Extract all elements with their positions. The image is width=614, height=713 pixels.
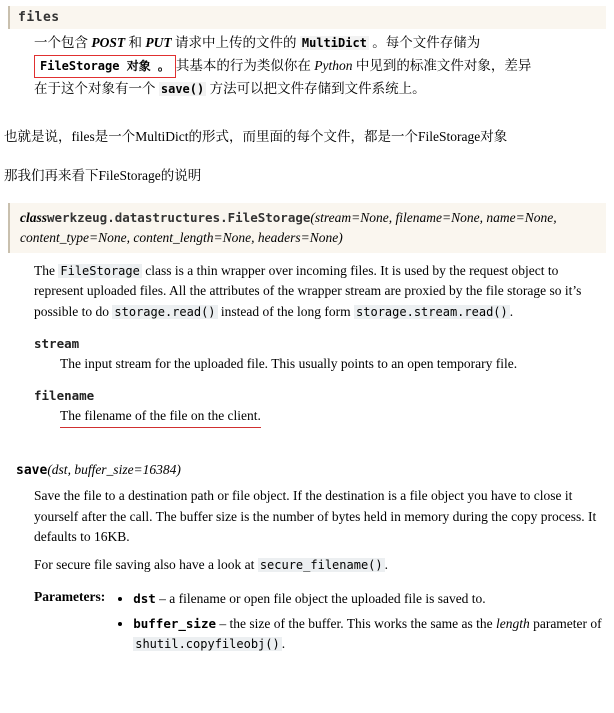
intro-text-6: 中见到的标准文件对象，差异 xyxy=(352,57,532,73)
copyfileobj-code: shutil.copyfileobj() xyxy=(135,636,280,651)
document-page xyxy=(0,6,614,658)
class-desc-code-filestorage: FileStorage xyxy=(60,264,140,279)
class-signature-block xyxy=(8,203,606,253)
attribute-name-stream: stream xyxy=(34,335,80,351)
intro-paragraph xyxy=(34,33,606,100)
attribute-desc-filename-wrapper xyxy=(60,406,606,428)
method-desc2-post: . xyxy=(384,557,389,573)
parameters-block xyxy=(34,589,606,658)
class-desc-code-stream-read: storage.stream.read() xyxy=(356,304,508,319)
attribute-desc-stream: The input stream for the uploaded file. This usually points to an open temporary file. xyxy=(60,355,518,371)
list-item xyxy=(133,589,606,609)
param-desc-dst: – a filename or open file object the uploaded file is saved to. xyxy=(155,591,486,607)
param-term-dst: dst xyxy=(133,591,156,607)
intro-put: PUT xyxy=(145,35,172,50)
intro-text-7: 在于这个对象有一个 xyxy=(34,80,159,96)
intro-text-3: 请求中上传的文件的 xyxy=(171,35,300,50)
secure-filename-code: secure_filename() xyxy=(259,558,383,573)
filestorage-boxed-text: FileStorage 对象 。 xyxy=(40,58,170,73)
intro-save-code: save() xyxy=(160,81,205,96)
param-term-buffer-size: buffer_size xyxy=(133,615,217,631)
class-desc-part3: instead of the long form xyxy=(217,303,355,319)
intro-multidict-code: MultiDict xyxy=(301,36,367,50)
parameters-list xyxy=(107,589,606,658)
class-desc-code-read: storage.read() xyxy=(114,304,216,319)
class-description xyxy=(34,261,606,322)
class-params-line2: content_type=None, content_length=None, headers=None) xyxy=(20,229,343,245)
parameters-label: Parameters: xyxy=(34,589,106,605)
intro-text-8: 方法可以把文件存储到文件系统上。 xyxy=(206,80,426,96)
intro-text-4: 。每个文件存储为 xyxy=(368,35,481,50)
files-signature-block xyxy=(8,6,606,29)
class-desc-part1: The xyxy=(34,263,59,279)
filestorage-highlight-box xyxy=(34,55,176,78)
method-desc2-pre: For secure file saving also have a look at xyxy=(34,557,258,573)
param-desc-buffer-size-pre: – the size of the buffer. This works the same as the xyxy=(216,615,496,631)
param-desc-end: . xyxy=(281,635,286,651)
method-args: (dst, buffer_size=16384) xyxy=(47,462,181,478)
method-description-1: Save the file to a destination path or file object. If the destination is a file object you have to close it yourself after the call. The buffer size is the number of bytes held in memory during the copy process. It defaults to 16KB. xyxy=(34,488,597,544)
class-path: werkzeug.datastructures.FileStorage xyxy=(47,209,311,225)
param-desc-length-italic: length xyxy=(495,615,530,631)
class-desc-part2: class is a thin wrapper over incoming files. It is used by the request object to represent uploaded files. All the attributes of the wrapper stream are proxied by the file storage so it’s possible to do xyxy=(34,263,582,319)
method-name: save xyxy=(16,463,48,479)
intro-python: Python xyxy=(314,57,353,73)
class-keyword: class xyxy=(20,209,47,225)
method-signature-save xyxy=(16,462,606,478)
intro-text-5: 其基本的行为类似你在 xyxy=(175,57,315,73)
attribute-name-filename: filename xyxy=(34,388,95,404)
intro-text-2: 和 xyxy=(125,35,146,50)
note-line-2: 那我们再来看下FileStorage的说明 xyxy=(4,168,202,184)
list-item xyxy=(133,614,606,655)
intro-post: POST xyxy=(91,35,126,50)
param-desc-buffer-size-post: parameter of xyxy=(529,615,602,631)
note-line-1: 也就是说，files是一个MultiDict的形式，而里面的每个文件，都是一个FileStorage对象 xyxy=(4,128,508,144)
class-params-line1: (stream=None, filename=None, name=None, xyxy=(310,209,557,225)
files-signature-name: files xyxy=(18,10,60,25)
class-desc-part4: . xyxy=(509,303,514,319)
attribute-desc-filename: The filename of the file on the client. xyxy=(60,406,261,428)
intro-text-1: 一个包含 xyxy=(34,35,92,50)
method-description-2 xyxy=(34,555,606,575)
